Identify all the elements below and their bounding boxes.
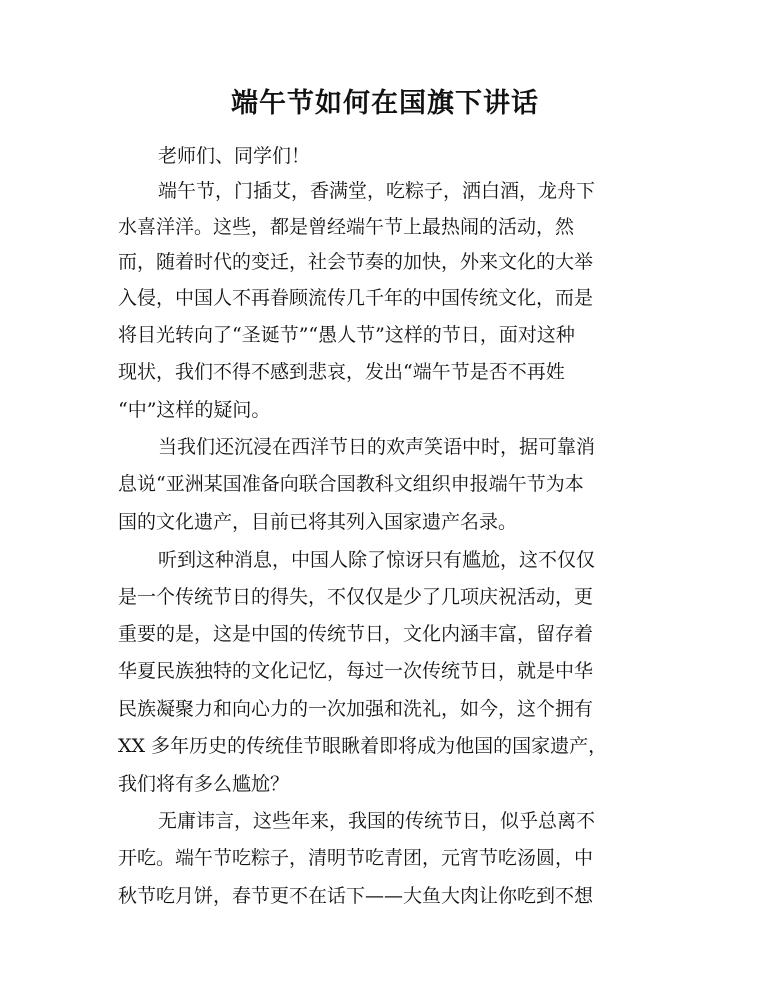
paragraph-line: 是一个传统节日的得失，不仅仅是少了几项庆祝活动，更 (118, 586, 594, 608)
paragraph-line: XX 多年历史的传统佳节眼瞅着即将成为他国的国家遗产， (118, 735, 608, 757)
paragraph-line: 入侵，中国人不再眷顾流传几千年的中国传统文化，而是 (118, 287, 594, 309)
paragraph-line: 当我们还沉浸在西洋节日的欢声笑语中时，据可靠消 (158, 436, 596, 458)
paragraph-line: 将目光转向了“圣诞节”“愚人节”这样的节日，面对这种 (118, 324, 575, 346)
paragraph-line: “中”这样的疑问。 (118, 399, 271, 421)
paragraph-line: 开吃。端午节吃粽子，清明节吃青团，元宵节吃汤圆，中 (118, 847, 594, 869)
paragraph-line: 重要的是，这是中国的传统节日，文化内涵丰富，留存着 (118, 623, 594, 645)
paragraph-line: 水喜洋洋。这些，都是曾经端午节上最热闹的活动，然 (118, 216, 575, 238)
paragraph-line-greeting: 老师们、同学们！ (158, 145, 311, 167)
paragraph-line: 秋节吃月饼，春节更不在话下——大鱼大肉让你吃到不想 (118, 885, 594, 907)
paragraph-line: 听到这种消息，中国人除了惊讶只有尴尬，这不仅仅 (158, 549, 596, 571)
paragraph-line: 端午节，门插艾，香满堂，吃粽子，洒白酒，龙舟下 (158, 180, 596, 202)
paragraph-line: 民族凝聚力和向心力的一次加强和洗礼，如今，这个拥有 (118, 698, 594, 720)
paragraph-line: 无庸讳言，这些年来，我国的传统节日，似乎总离不 (158, 810, 596, 832)
paragraph-line: 息说“亚洲某国准备向联合国教科文组织申报端午节为本 (118, 473, 584, 495)
paragraph-line: 现状，我们不得不感到悲哀，发出“端午节是否不再姓 (118, 361, 565, 383)
paragraph-line: 华夏民族独特的文化记忆，每过一次传统节日，就是中华 (118, 660, 594, 682)
document-title: 端午节如何在国旗下讲话 (231, 88, 539, 119)
paragraph-line: 国的文化遗产，目前已将其列入国家遗产名录。 (118, 511, 518, 533)
paragraph-line: 而，随着时代的变迁，社会节奏的加快，外来文化的大举 (118, 251, 594, 273)
paragraph-line: 我们将有多么尴尬？ (118, 773, 290, 795)
